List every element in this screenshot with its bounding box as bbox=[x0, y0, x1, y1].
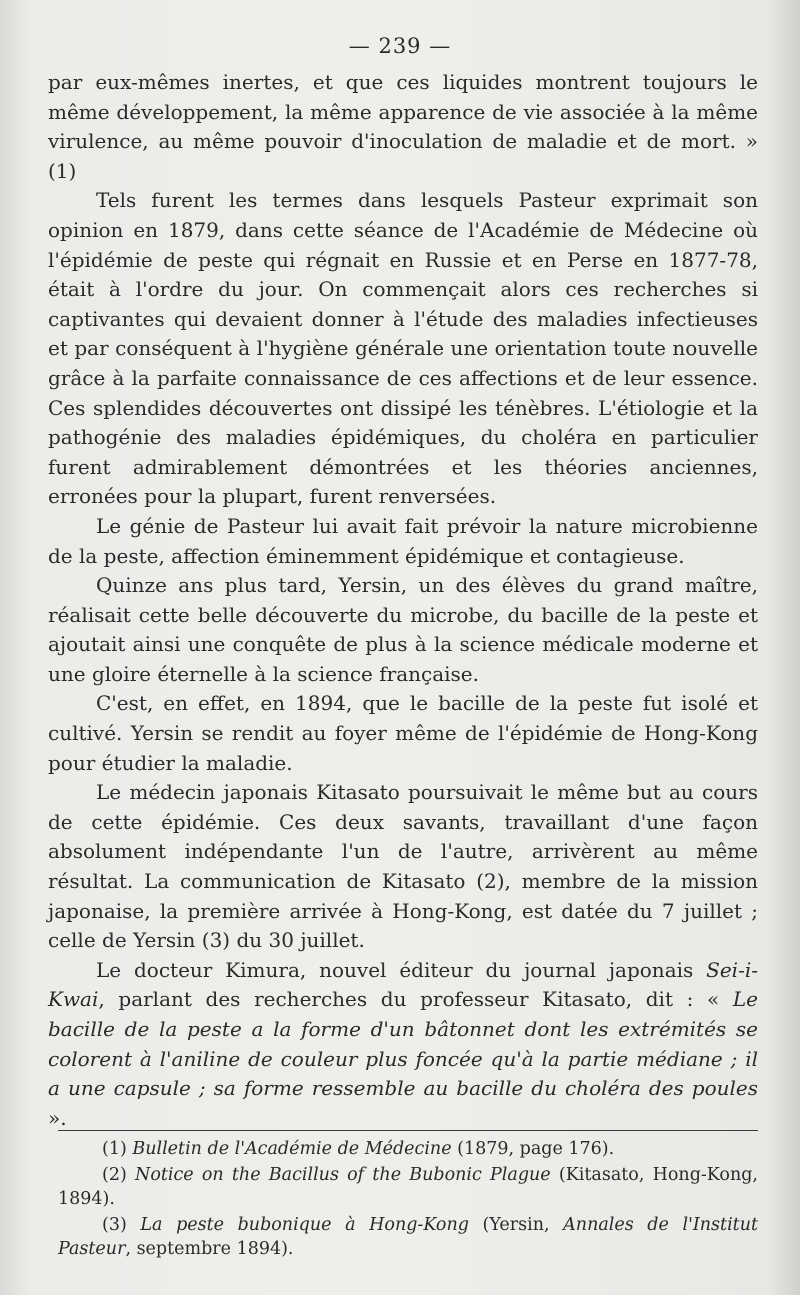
footnote-text: (Yersin, bbox=[468, 1215, 564, 1235]
footnotes bbox=[58, 1137, 758, 1263]
paragraph-text: , parlant des recherches du professeur Kitasato, dit : « bbox=[98, 987, 733, 1012]
paragraph-text: Quinze ans plus tard, Yersin, un des élèves du grand maître, réalisait cette belle découverte du microbe, du bacille de la peste et ajoutait ainsi une conquête de plus à la science médicale moderne et une gloire éternelle à la science française. bbox=[48, 573, 758, 686]
paragraph-text: par eux-mêmes inertes, et que ces liquides montrent toujours le même développement, la même apparence de vie associée à la même virulence, au même pouvoir d'inoculation de maladie et de mort. » (1) bbox=[48, 70, 758, 183]
footnote-title: La peste bubonique à Hong-Kong bbox=[140, 1215, 469, 1235]
footnote-text: (1) bbox=[102, 1139, 133, 1159]
footnote-title: Bulletin de l'Académie de Médecine bbox=[132, 1139, 452, 1159]
footnote-text: (1879, page 176). bbox=[451, 1139, 615, 1159]
paragraph bbox=[48, 689, 758, 778]
italic-text: Sei-i-Kwai bbox=[48, 957, 758, 1012]
footnote-text: , septembre 1894). bbox=[125, 1239, 294, 1259]
paragraph-text: Le docteur Kimura, nouvel éditeur du journal japonais bbox=[96, 957, 707, 982]
paragraph-text: ». bbox=[48, 1105, 67, 1130]
paragraph-text: C'est, en effet, en 1894, que le bacille de la peste fut isolé et cultivé. Yersin se rendit au foyer même de l'épidémie de Hong-Kong pour étudier la maladie. bbox=[48, 691, 758, 775]
footnote-text: (2) bbox=[102, 1165, 136, 1185]
footnote bbox=[58, 1213, 758, 1261]
page-number: — 239 — bbox=[348, 34, 452, 58]
paragraph bbox=[48, 571, 758, 689]
paragraph bbox=[48, 68, 758, 186]
paragraph bbox=[48, 778, 758, 956]
footnote-title: Notice on the Bacillus of the Bubonic Plague bbox=[135, 1165, 551, 1185]
footnote bbox=[58, 1137, 758, 1161]
footnote-divider bbox=[58, 1130, 758, 1131]
paragraph bbox=[48, 956, 758, 1134]
paragraph bbox=[48, 512, 758, 571]
paragraph-text: Le médecin japonais Kitasato poursuivait le même but au cours de cette épidémie. Ces deux savants, travaillant d'une façon absolument indépendante l'un de l'autre, arrivèrent au même résultat. La communication de Kitasato (2), membre de la mission japonaise, la première arrivée à Hong-Kong, est datée du 7 juillet ; celle de Yersin (3) du 30 juillet. bbox=[48, 780, 758, 953]
italic-text: Le bacille de la peste a la forme d'un bâtonnet dont les extrémités se colorent à l'aniline de couleur plus foncée qu'à la partie médiane ; il a une capsule ; sa forme ressemble au bacille du choléra des poules bbox=[48, 987, 758, 1101]
paragraph bbox=[48, 186, 758, 512]
footnote-text: (Kitasato, Hong-Kong, 1894). bbox=[58, 1165, 758, 1209]
footnote bbox=[58, 1163, 758, 1211]
footnote-text: (3) bbox=[102, 1215, 141, 1235]
paragraph-text: Le génie de Pasteur lui avait fait prévoir la nature microbienne de la peste, affection éminemment épidémique et contagieuse. bbox=[48, 513, 758, 568]
paragraph-text: Tels furent les termes dans lesquels Pasteur exprimait son opinion en 1879, dans cette séance de l'Académie de Médecine où l'épidémie de peste qui régnait en Russie et en Perse en 1877-78, était à l'ordre du jour. On commençait alors ces recherches si captivantes qui devaient donner à l'étude des maladies infectieuses et par conséquent à l'hygiène générale une orientation toute nouvelle grâce à la parfaite connaissance de ces affections et de leur essence. Ces splendides découvertes ont dissipé les ténèbres. L'étiologie et la pathogénie des maladies épidémiques, du choléra en particulier furent admirablement démontrées et les théories anciennes, erronées pour la plupart, furent renversées. bbox=[48, 188, 758, 509]
footnote-title: Annales de l'Institut Pasteur bbox=[58, 1215, 759, 1259]
body-text bbox=[48, 68, 758, 1133]
